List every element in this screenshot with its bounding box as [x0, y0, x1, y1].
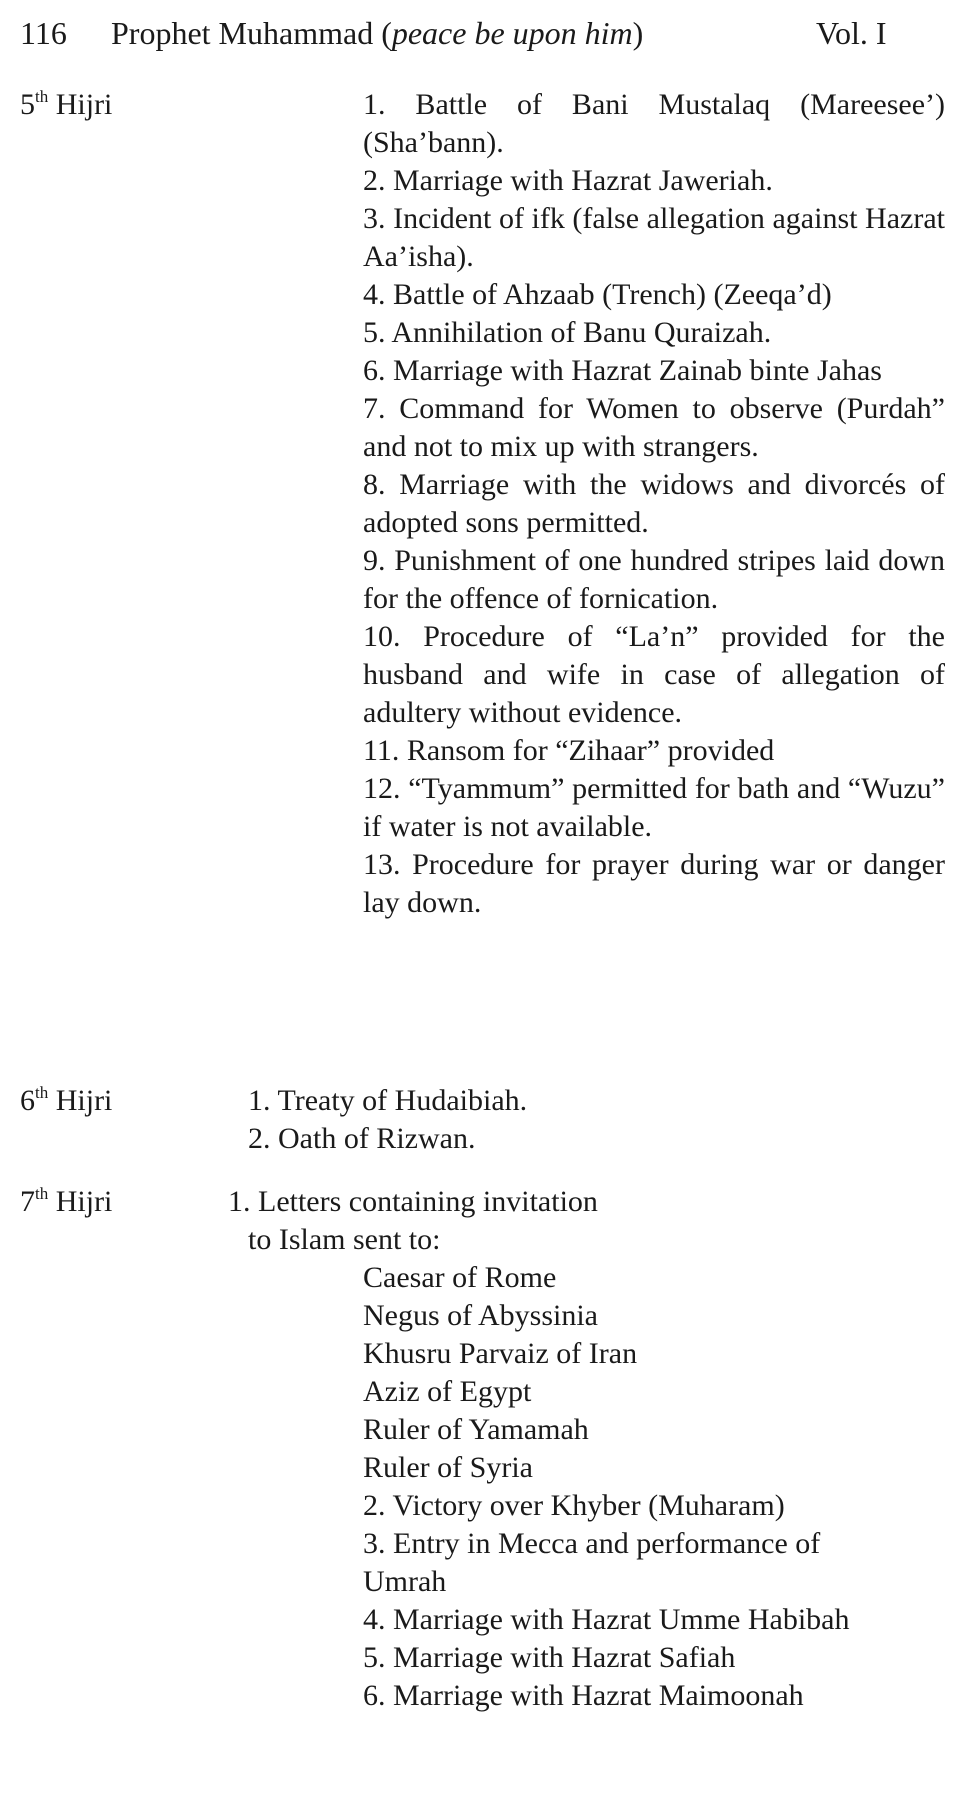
year-ordinal: th [35, 1184, 49, 1203]
events-list-7th-hijri [228, 1183, 948, 1715]
page-number: 116 [20, 15, 67, 51]
event-item: 10. Procedure of “La’n” provided for the husband and wife in case of allegation of adultery without evidence. [363, 620, 945, 729]
year-number: 7 [20, 1185, 35, 1218]
event-item: 9. Punishment of one hundred stripes laid down for the offence of fornication. [363, 544, 945, 615]
recipient-item: Khusru Parvaiz of Iran [363, 1337, 638, 1370]
recipient-item: Ruler of Syria [363, 1451, 533, 1484]
event-item: 3. Incident of ifk (false allegation against Hazrat Aa’isha). [363, 202, 945, 273]
year-word: Hijri [55, 1185, 113, 1218]
book-title [111, 10, 643, 56]
event-item: 5. Annihilation of Banu Quraizah. [363, 316, 772, 349]
event-item: 4. Battle of Ahzaab (Trench) (Zeeqa’d) [363, 278, 832, 311]
recipient-item: Negus of Abyssinia [363, 1299, 598, 1332]
event-item: 1. Battle of Bani Mustalaq (Mareesee’) (Sha’bann). [363, 88, 945, 159]
recipient-item: Aziz of Egypt [363, 1375, 532, 1408]
year-word: Hijri [55, 1084, 113, 1117]
year-ordinal: th [35, 87, 49, 106]
year-label-7th-hijri [20, 1183, 112, 1221]
event-item: 2. Victory over Khyber (Muharam) [363, 1489, 785, 1522]
book-title-italic: peace be upon him [391, 15, 633, 51]
book-title-suffix: ) [632, 15, 644, 51]
event-item: 1. Letters containing invitation [228, 1185, 598, 1218]
event-item: 4. Marriage with Hazrat Umme Habibah [363, 1603, 850, 1636]
event-item: 6. Marriage with Hazrat Maimoonah [363, 1679, 804, 1712]
recipient-item: Ruler of Yamamah [363, 1413, 589, 1446]
event-item: 5. Marriage with Hazrat Safiah [363, 1641, 736, 1674]
event-item: 6. Marriage with Hazrat Zainab binte Jahas [363, 354, 882, 387]
event-item: 7. Command for Women to observe (Purdah” and not to mix up with strangers. [363, 392, 945, 463]
event-item: 2. Marriage with Hazrat Jaweriah. [363, 164, 773, 197]
event-item: 3. Entry in Mecca and performance of [363, 1527, 821, 1560]
event-item: 2. Oath of Rizwan. [248, 1122, 476, 1155]
recipient-item: Caesar of Rome [363, 1261, 557, 1294]
event-item-continuation: to Islam sent to: [248, 1223, 441, 1256]
year-label-6th-hijri [20, 1082, 112, 1120]
page-header [20, 10, 887, 56]
events-list-6th-hijri [248, 1082, 948, 1158]
events-list-5th-hijri [363, 86, 945, 922]
event-item: 8. Marriage with the widows and divorcés of adopted sons permitted. [363, 468, 945, 539]
event-item: 13. Procedure for prayer during war or danger lay down. [363, 848, 945, 919]
year-ordinal: th [35, 1083, 49, 1102]
event-item: 1. Treaty of Hudaibiah. [248, 1084, 528, 1117]
year-number: 5 [20, 88, 35, 121]
book-title-prefix: Prophet Muhammad ( [111, 15, 392, 51]
volume-label: Vol. I [816, 15, 887, 51]
year-label-5th-hijri [20, 86, 112, 124]
event-item-continuation: Umrah [363, 1565, 447, 1598]
event-item: 11. Ransom for “Zihaar” provided [363, 734, 775, 767]
year-number: 6 [20, 1084, 35, 1117]
year-word: Hijri [55, 88, 113, 121]
event-item: 12. “Tyammum” permitted for bath and “Wuzu” if water is not available. [363, 772, 945, 843]
